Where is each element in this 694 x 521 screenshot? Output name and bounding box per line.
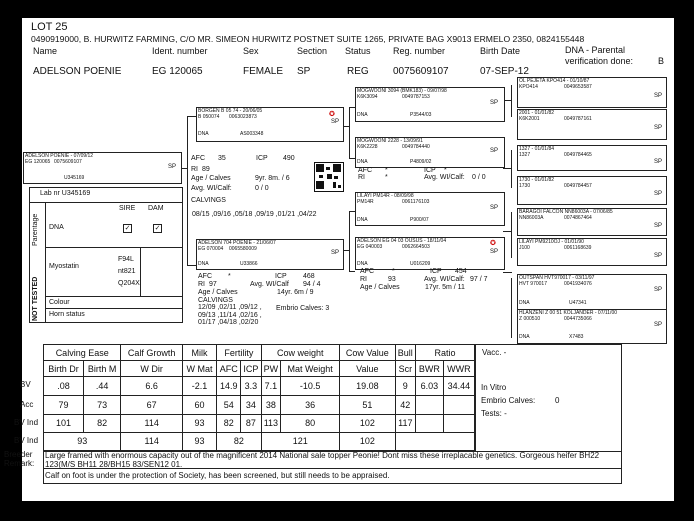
sire-check-icon: ✓ xyxy=(124,225,131,232)
dam-ident: EG 070004 xyxy=(198,246,224,252)
sd-awc: 0 / 0 xyxy=(472,174,486,181)
sire-logo-icon: ✪ xyxy=(329,111,335,118)
sd-title: MOGWOONI 2228 - 13/09/91 xyxy=(357,138,423,144)
cell: 67 xyxy=(121,396,183,414)
cell: 114 xyxy=(121,414,183,432)
cell: 79 xyxy=(44,396,84,414)
gen4-title: LILAYI PM9210OJ - 01/01/90 xyxy=(519,239,584,245)
dd-reg: 0062664503 xyxy=(402,244,430,250)
dam-afc-label: AFC xyxy=(198,273,212,280)
table-row xyxy=(44,377,475,396)
ebv-table xyxy=(43,344,475,451)
gen4-ident: NN86003A xyxy=(519,215,544,221)
dam-icp: 468 xyxy=(303,273,315,280)
gen4-section: SP xyxy=(654,253,663,259)
dd-ident: EG 040003 xyxy=(357,244,383,250)
sire-awc: 0 / 0 xyxy=(255,185,269,192)
remark-text: Large framed with enormous capacity out of the magnificent 2014 National sale topper Peonie! Dont miss these irreplacable genetics. Gorgeous heifer BH22 123(M/S BH11 28/BH15 83/SEN12 01. xyxy=(45,451,600,469)
gen4-ident: K6K2001 xyxy=(519,116,540,122)
sd-dna-label: DNA xyxy=(357,159,368,165)
gen4-ident: Z 000510 xyxy=(519,316,541,322)
gen4-title: OL PEJETA KPO414 - 01/10/87 xyxy=(519,78,590,84)
group-calving-ease: Calving Ease xyxy=(44,345,121,361)
lab-dna-label: DNA xyxy=(49,224,64,231)
pedigree-line xyxy=(511,150,512,188)
gen4-box-1 xyxy=(517,77,667,108)
cell: 34 xyxy=(241,396,261,414)
cell: 6.6 xyxy=(121,377,183,396)
header-section: Section xyxy=(297,46,328,56)
colour-label: Colour xyxy=(49,299,70,306)
cell: 113 xyxy=(261,414,281,432)
animal-sex: FEMALE xyxy=(243,66,284,77)
dam-sire-box xyxy=(355,192,505,226)
sire-dna-label: DNA xyxy=(198,131,209,137)
sd-ident: K6K2228 xyxy=(357,144,378,150)
cell: 102 xyxy=(340,414,396,432)
ss-dna-ref: P3544/03 xyxy=(410,112,432,118)
gen4-dna-ref: X7483 xyxy=(569,334,584,340)
animal-reg: 0075609107 xyxy=(393,66,449,77)
cell xyxy=(443,396,474,414)
cell: 93 xyxy=(182,432,216,450)
table-row xyxy=(44,432,475,450)
dam-check-icon: ✓ xyxy=(154,225,161,232)
pedigree-line xyxy=(349,107,350,159)
dam-calvings-label: CALVINGS xyxy=(198,297,233,304)
gen4-title: HLANZENI Z 00 51 KOLJANDER - 07/11/00 xyxy=(519,310,618,316)
header-reg: Reg. number xyxy=(393,46,446,56)
gen4-title: 2001 - 01/01/82 xyxy=(519,110,555,116)
gen4-title: OUTSPAN HVT970017 - 03/11/97 xyxy=(519,275,595,281)
pedigree-line xyxy=(187,116,196,117)
header-dna-parental: DNA - Parental xyxy=(565,45,626,55)
sd-ri: * xyxy=(385,174,388,181)
col-header: BWR xyxy=(415,361,443,377)
lab-sire-header: SIRE xyxy=(119,205,136,212)
ds-dna-label: DNA xyxy=(357,217,368,223)
header-name: Name xyxy=(33,46,58,56)
col-header: AFC xyxy=(217,361,241,377)
sire-calvings-label: CALVINGS xyxy=(191,197,226,204)
cell: 93 xyxy=(182,414,216,432)
animal-section: SP xyxy=(297,66,311,77)
cell: 54 xyxy=(217,396,241,414)
gen4-title: BARAGOI FALCON NN86003A - 07/06/85 xyxy=(519,209,613,215)
sd-ri-label: RI xyxy=(358,174,365,181)
pedigree-line xyxy=(349,211,350,272)
group-cow-weight: Cow weight xyxy=(261,345,339,361)
gen4-ident: KPO414 xyxy=(519,84,538,90)
dam-ri: 97 xyxy=(209,281,217,288)
sd-reg: 0049784440 xyxy=(402,144,430,150)
cell: 82 xyxy=(217,414,241,432)
gen4-title: 1730 - 01/01/82 xyxy=(519,177,555,183)
cell: .08 xyxy=(44,377,84,396)
pedigree-line xyxy=(187,265,196,266)
table-row xyxy=(44,414,475,432)
dd-age-label: Age / Calves xyxy=(360,284,400,291)
sd-afc: * xyxy=(385,167,388,174)
animal-status: REG xyxy=(347,66,369,77)
self-ident: EG 120065 xyxy=(25,159,51,165)
dam-ri-label: RI xyxy=(198,281,205,288)
col-header: WWR xyxy=(443,361,474,377)
gen4-reg: 0049784457 xyxy=(564,183,592,189)
dam-section: SP xyxy=(331,250,340,256)
gen4-reg: 0061168639 xyxy=(564,245,592,251)
cell: 80 xyxy=(281,414,340,432)
ds-dna-ref: P900/07 xyxy=(410,217,429,223)
lab-dam-header: DAM xyxy=(148,205,164,212)
sire-dna-ref: AS003348 xyxy=(240,131,264,137)
sd-section: SP xyxy=(490,148,499,154)
sd-awc-label: Avg. WI/Calf: xyxy=(424,174,465,181)
row-label-bv-ind-2: BV Ind xyxy=(14,436,39,445)
header-verification: verification done: xyxy=(565,56,634,66)
animal-ident: EG 120065 xyxy=(152,66,203,77)
cell: 14.9 xyxy=(217,377,241,396)
owner-address: 0490919000, B. HURWITZ FARMING, C/O MR. SIMEON HURWITZ POSTNET SUITE 1265, PRIVATE BAG X9013 ERMELO 2350, 0824155448 xyxy=(31,34,585,44)
cell: -10.5 xyxy=(281,377,340,396)
dd-afc: * xyxy=(392,268,395,275)
ss-title: MOGWOONI 3094 (BMK183) - 09/07/98 xyxy=(357,88,447,94)
group-cow-value: Cow Value xyxy=(340,345,396,361)
dd-dna-label: DNA xyxy=(357,261,368,267)
gen4-dna-ref: U47341 xyxy=(569,300,587,306)
cell: 82 xyxy=(83,414,120,432)
dd-awc: 97 / 7 xyxy=(470,276,488,283)
cell: 114 xyxy=(121,432,183,450)
dam-awc-label: Avg. WI/Calf xyxy=(250,281,289,288)
col-header: W Mat xyxy=(182,361,216,377)
group-ratio: Ratio xyxy=(415,345,474,361)
dd-awc-label: Avg. WI/Calf: xyxy=(424,276,465,283)
invitro-label: In Vitro xyxy=(481,383,507,392)
row-label-bv-ind: BV Ind xyxy=(14,418,39,427)
dd-icp-label: ICP xyxy=(430,268,442,275)
ss-ident: K6K3094 xyxy=(357,94,378,100)
cell: -2.1 xyxy=(182,377,216,396)
ds-ident: PM14R xyxy=(357,199,374,205)
tests-label: Tests: - xyxy=(481,409,507,418)
dd-section: SP xyxy=(490,249,499,255)
cell: 6.03 xyxy=(415,377,443,396)
dd-dna-ref: U016209 xyxy=(410,261,431,267)
gen4-box-5 xyxy=(517,208,667,236)
gen4-title: 1327 - 01/01/84 xyxy=(519,146,555,152)
pedigree-line xyxy=(511,212,512,258)
sire-age: 9yr. 8m. / 6 xyxy=(255,175,290,182)
parentage-label: Parentage xyxy=(32,213,39,246)
pedigree-self-box xyxy=(23,152,182,184)
col-header: Scr xyxy=(395,361,415,377)
dam-calvings: 12/09 ,02/11 ,09/12 , 09/13 ,11/14 ,02/16 , 01/17 ,04/18 ,02/20 xyxy=(198,304,262,326)
cell xyxy=(415,414,443,432)
pedigree-line xyxy=(511,278,512,338)
self-reg: 0075609107 xyxy=(54,159,82,165)
embrio-label: Embrio Calves: xyxy=(481,396,536,405)
gen4-ident: 1730 xyxy=(519,183,531,189)
myo-nt821: nt821 xyxy=(118,268,136,275)
myo-q204x: Q204X xyxy=(118,280,140,287)
cell: 51 xyxy=(340,396,396,414)
cell: 7.1 xyxy=(261,377,281,396)
gen4-dna-label: DNA xyxy=(519,300,530,306)
cell: 34.44 xyxy=(443,377,474,396)
table-row xyxy=(44,396,475,414)
cell: 42 xyxy=(395,396,415,414)
verification-value: B xyxy=(658,56,665,66)
sd-afc-label: AFC xyxy=(358,167,372,174)
header-status: Status xyxy=(345,46,371,56)
pedigree-line xyxy=(511,85,512,117)
sire-calvings: 08/15 ,09/16 ,05/18 ,09/19 ,01/21 ,04/22 xyxy=(192,211,317,218)
dam-awc: 94 / 4 xyxy=(303,281,321,288)
gen4-section: SP xyxy=(654,322,663,328)
cell: .44 xyxy=(83,377,120,396)
gen4-ident: HVT 970017 xyxy=(519,281,547,287)
gen4-section: SP xyxy=(654,223,663,229)
sire-box xyxy=(196,107,344,142)
gen4-box-7 xyxy=(517,274,667,310)
header-sex: Sex xyxy=(243,46,259,56)
dam-age: 14yr. 6m / 9 xyxy=(277,289,314,296)
cell: 93 xyxy=(44,432,121,450)
dd-age: 17yr. 5m / 11 xyxy=(425,284,465,291)
cell xyxy=(395,432,474,450)
dd-afc-label: AFC xyxy=(360,268,374,275)
animal-birth: 07-SEP-12 xyxy=(480,66,529,77)
vacc-label: Vacc. - xyxy=(482,348,507,357)
animal-name: ADELSON POENIE xyxy=(33,66,122,77)
group-bull: Bull xyxy=(395,345,415,361)
sire-afc-label: AFC xyxy=(191,155,205,162)
self-section: SP xyxy=(168,164,177,170)
cell: 121 xyxy=(261,432,339,450)
myo-f94l: F94L xyxy=(118,256,134,263)
gen4-reg: 0049653587 xyxy=(564,84,592,90)
ss-section: SP xyxy=(490,100,499,106)
horn-status-label: Horn status xyxy=(49,311,85,318)
sire-title: BORGEN B 05 74 - 20/06/05 xyxy=(198,108,263,114)
sire-section: SP xyxy=(331,119,340,125)
lab-panel xyxy=(29,187,183,323)
footer-box xyxy=(43,468,622,484)
header-birth: Birth Date xyxy=(480,46,521,56)
gen4-reg: 0044735066 xyxy=(564,316,592,322)
group-calf-growth: Calf Growth xyxy=(121,345,183,361)
ds-section: SP xyxy=(490,205,499,211)
cell: 87 xyxy=(241,414,261,432)
group-milk: Milk xyxy=(182,345,216,361)
lot-number: LOT 25 xyxy=(31,21,68,33)
gen4-ident: J100 xyxy=(519,245,530,251)
sire-age-label: Age / Calves xyxy=(191,175,231,182)
gen4-dna-label: DNA xyxy=(519,334,530,340)
cell: 73 xyxy=(83,396,120,414)
sire-icp: 490 xyxy=(283,155,295,162)
pedigree-line xyxy=(187,116,188,266)
pedigree-line xyxy=(349,271,355,272)
sire-icp-label: ICP xyxy=(256,155,268,162)
sire-ident: B 050074 xyxy=(198,114,220,120)
remark-label: Breeder Remark: xyxy=(4,450,35,468)
cell: 102 xyxy=(340,432,396,450)
dd-title: ADELSON EG 04 03 OUSUS - 18/11/04 xyxy=(357,238,447,244)
header-ident: Ident. number xyxy=(152,46,208,56)
sire-afc: 35 xyxy=(218,155,226,162)
gen4-section: SP xyxy=(654,125,663,131)
dd-ri: 93 xyxy=(388,276,396,283)
cell: 117 xyxy=(395,414,415,432)
self-title: ADELSON POENIE - 07/09/12 xyxy=(25,153,94,159)
dam-box xyxy=(196,239,344,270)
dam-age-label: Age / Calves xyxy=(198,289,238,296)
col-header: ICP xyxy=(241,361,261,377)
col-header: Value xyxy=(340,361,396,377)
sire-reg: 0063023873 xyxy=(229,114,257,120)
dd-ri-label: RI xyxy=(360,276,367,283)
gen4-section: SP xyxy=(654,287,663,293)
sd-icp: * xyxy=(444,167,447,174)
pedigree-line xyxy=(503,231,512,232)
ds-reg: 0061176103 xyxy=(402,199,430,205)
dd-icp: 454 xyxy=(455,268,467,275)
row-label-acc: Acc xyxy=(20,400,34,409)
cell: 38 xyxy=(261,396,281,414)
gen4-section: SP xyxy=(654,191,663,197)
dam-dna-label: DNA xyxy=(198,261,209,267)
dam-dna-ref: U33866 xyxy=(240,261,258,267)
sd-dna-ref: P4809/02 xyxy=(410,159,432,165)
cell: 82 xyxy=(217,432,261,450)
dam-title: ADELSON 704 POENIE - 21/06/07 xyxy=(198,240,276,246)
gen4-section: SP xyxy=(654,159,663,165)
cell xyxy=(443,414,474,432)
dam-icp-label: ICP xyxy=(275,273,287,280)
gen4-box-2 xyxy=(517,109,667,140)
sd-icp-label: ICP xyxy=(424,167,436,174)
dam-afc: * xyxy=(228,273,231,280)
col-header: W Dir xyxy=(121,361,183,377)
dam-dam-box xyxy=(355,237,505,270)
sire-sire-box xyxy=(355,87,505,122)
gen4-box-4 xyxy=(517,176,667,205)
col-header: Birth M xyxy=(83,361,120,377)
lab-number: Lab nr U345169 xyxy=(40,190,91,197)
myostatin-label: Myostatin xyxy=(49,263,79,270)
sire-awc-label: Avg. WI/Calf: xyxy=(191,185,232,192)
cell: 60 xyxy=(182,396,216,414)
gen4-box-8 xyxy=(517,309,667,344)
col-header: Mat Weight xyxy=(281,361,340,377)
gen4-box-6 xyxy=(517,238,667,266)
ss-dna-label: DNA xyxy=(357,112,368,118)
self-ref: U345169 xyxy=(64,175,85,181)
col-header: Birth Dr xyxy=(44,361,84,377)
gen4-ident: 1327 xyxy=(519,152,531,158)
sire-ri: 89 xyxy=(202,166,210,173)
embrio-value: 0 xyxy=(555,396,560,405)
qr-code-icon xyxy=(314,162,344,192)
ebv-col-headers xyxy=(44,361,475,377)
gen4-reg: 0074867464 xyxy=(564,215,592,221)
cell xyxy=(415,396,443,414)
sire-ri-label: RI xyxy=(191,166,198,173)
gen4-reg: 0049787161 xyxy=(564,116,592,122)
sire-dam-box xyxy=(355,137,505,168)
dd-logo-icon: ✪ xyxy=(490,240,496,247)
gen4-section: SP xyxy=(654,93,663,99)
gen4-box-3 xyxy=(517,145,667,171)
col-header: PW xyxy=(261,361,281,377)
gen4-reg: 0041934076 xyxy=(564,281,592,287)
cell: 101 xyxy=(44,414,84,432)
cell: 3.3 xyxy=(241,377,261,396)
ds-title: LILAYI PM14R - 08/09/98 xyxy=(357,193,414,199)
row-label-bv: BV xyxy=(20,380,31,389)
cell: 19.08 xyxy=(340,377,396,396)
pedigree-line xyxy=(503,168,512,169)
not-tested-label: NOT TESTED xyxy=(32,276,39,321)
vacc-panel xyxy=(475,344,622,453)
ss-reg: 0049787153 xyxy=(402,94,430,100)
cell: 9 xyxy=(395,377,415,396)
cell: 36 xyxy=(281,396,340,414)
group-fertility: Fertility xyxy=(217,345,261,361)
gen4-reg: 0049784465 xyxy=(564,152,592,158)
pedigree-line xyxy=(503,272,512,273)
dam-reg: 0065580009 xyxy=(229,246,257,252)
footer-note: Calf on foot is under the protection of Society, has been screened, but still needs to be appraised. xyxy=(45,471,390,480)
dam-embrio: Embrio Calves: 3 xyxy=(276,305,330,312)
